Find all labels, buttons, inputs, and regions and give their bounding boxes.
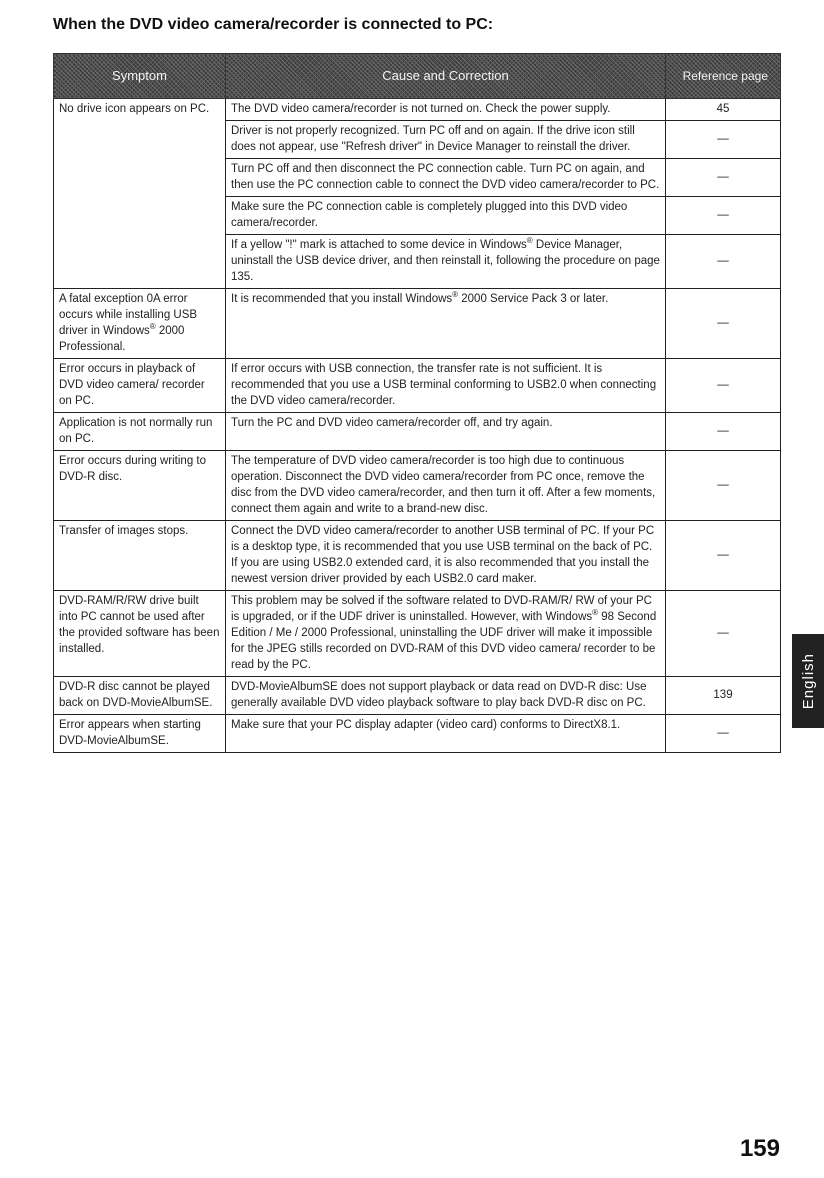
reference-cell: — [666,591,781,677]
reference-cell: 45 [666,99,781,121]
page-heading: When the DVD video camera/recorder is connected to PC: [53,16,494,33]
cause-cell: The temperature of DVD video camera/recorder is too high due to continuous operation. Disconnect the DVD video camera/recorder from PC once, remove the disc from the DVD video camera/recorder, and then turn it off. After a few moments, connect them again and write to a brand-new disc. [226,451,666,521]
cause-cell: If error occurs with USB connection, the transfer rate is not sufficient. It is recommended that you use a USB terminal conforming to USB2.0 when connecting the DVD video camera/recorder. [226,359,666,413]
cause-cell: DVD-MovieAlbumSE does not support playback or data read on DVD-R disc: Use generally available DVD video playback software to play back DVD-R disc on PC. [226,677,666,715]
reference-cell: — [666,289,781,359]
table-row [54,99,781,121]
cause-cell: The DVD video camera/recorder is not turned on. Check the power supply. [226,99,666,121]
table-row [54,359,781,413]
reference-cell: — [666,235,781,289]
cause-cell: Make sure that your PC display adapter (video card) conforms to DirectX8.1. [226,715,666,753]
cause-cell: This problem may be solved if the software related to DVD-RAM/R/ RW of your PC is upgraded, or if the UDF driver is uninstalled. However, with Windows® 98 Second Edition / Me / 2000 Professional, uninstalling the UDF driver will make it impossible for the JPEG stills recorded on DVD-RAM of this DVD video camera/ recorder to be read by the PC. [226,591,666,677]
table-row [54,451,781,521]
page-number: 159 [739,1135,780,1162]
table-row [54,521,781,591]
table-row [54,591,781,677]
reference-cell: — [666,197,781,235]
header-reference [666,54,781,99]
symptom-cell: No drive icon appears on PC. [54,99,226,289]
cause-cell: Driver is not properly recognized. Turn PC off and on again. If the drive icon still does not appear, use "Refresh driver" in Device Manager to reinstall the driver. [226,121,666,159]
cause-cell: Turn the PC and DVD video camera/recorder off, and try again. [226,413,666,451]
reference-cell: — [666,413,781,451]
reference-cell: — [666,521,781,591]
header-reference-label: Reference page [682,69,768,83]
language-tab [792,634,824,728]
cause-cell: Turn PC off and then disconnect the PC connection cable. Turn PC on again, and then use the PC connection cable to connect the DVD video camera/recorder to PC. [226,159,666,197]
header-cause: Cause and Correction [226,54,666,99]
symptom-cell: Error occurs in playback of DVD video camera/ recorder on PC. [54,359,226,413]
symptom-cell: Error occurs during writing to DVD-R disc. [54,451,226,521]
language-tab-label: English [799,652,817,710]
symptom-cell: Error appears when starting DVD-MovieAlbumSE. [54,715,226,753]
reference-cell: — [666,359,781,413]
table-header-row [54,54,781,99]
cause-cell: Connect the DVD video camera/recorder to another USB terminal of PC. If your PC is a desktop type, it is recommended that you use USB terminal on the back of PC. If you are using USB2.0 extended card, it is also recommended that you install the newest version driver provided by each USB2.0 card maker. [226,521,666,591]
table-row [54,413,781,451]
reference-cell: — [666,121,781,159]
symptom-cell: DVD-RAM/R/RW drive built into PC cannot be used after the provided software has been installed. [54,591,226,677]
reference-cell: 139 [666,677,781,715]
symptom-cell: A fatal exception 0A error occurs while installing USB driver in Windows® 2000 Professional. [54,289,226,359]
reference-cell: — [666,159,781,197]
table-row [54,715,781,753]
cause-cell: Make sure the PC connection cable is completely plugged into this DVD video camera/recorder. [226,197,666,235]
symptom-cell: Application is not normally run on PC. [54,413,226,451]
reference-cell: — [666,715,781,753]
cause-cell: It is recommended that you install Windows® 2000 Service Pack 3 or later. [226,289,666,359]
symptom-cell: Transfer of images stops. [54,521,226,591]
header-symptom: Symptom [54,54,226,99]
cause-cell: If a yellow "!" mark is attached to some device in Windows® Device Manager, uninstall the USB device driver, and then reinstall it, following the procedure on page 135. [226,235,666,289]
table-row [54,289,781,359]
reference-cell: — [666,451,781,521]
symptom-cell: DVD-R disc cannot be played back on DVD-MovieAlbumSE. [54,677,226,715]
table-row [54,677,781,715]
troubleshooting-table [53,53,781,753]
